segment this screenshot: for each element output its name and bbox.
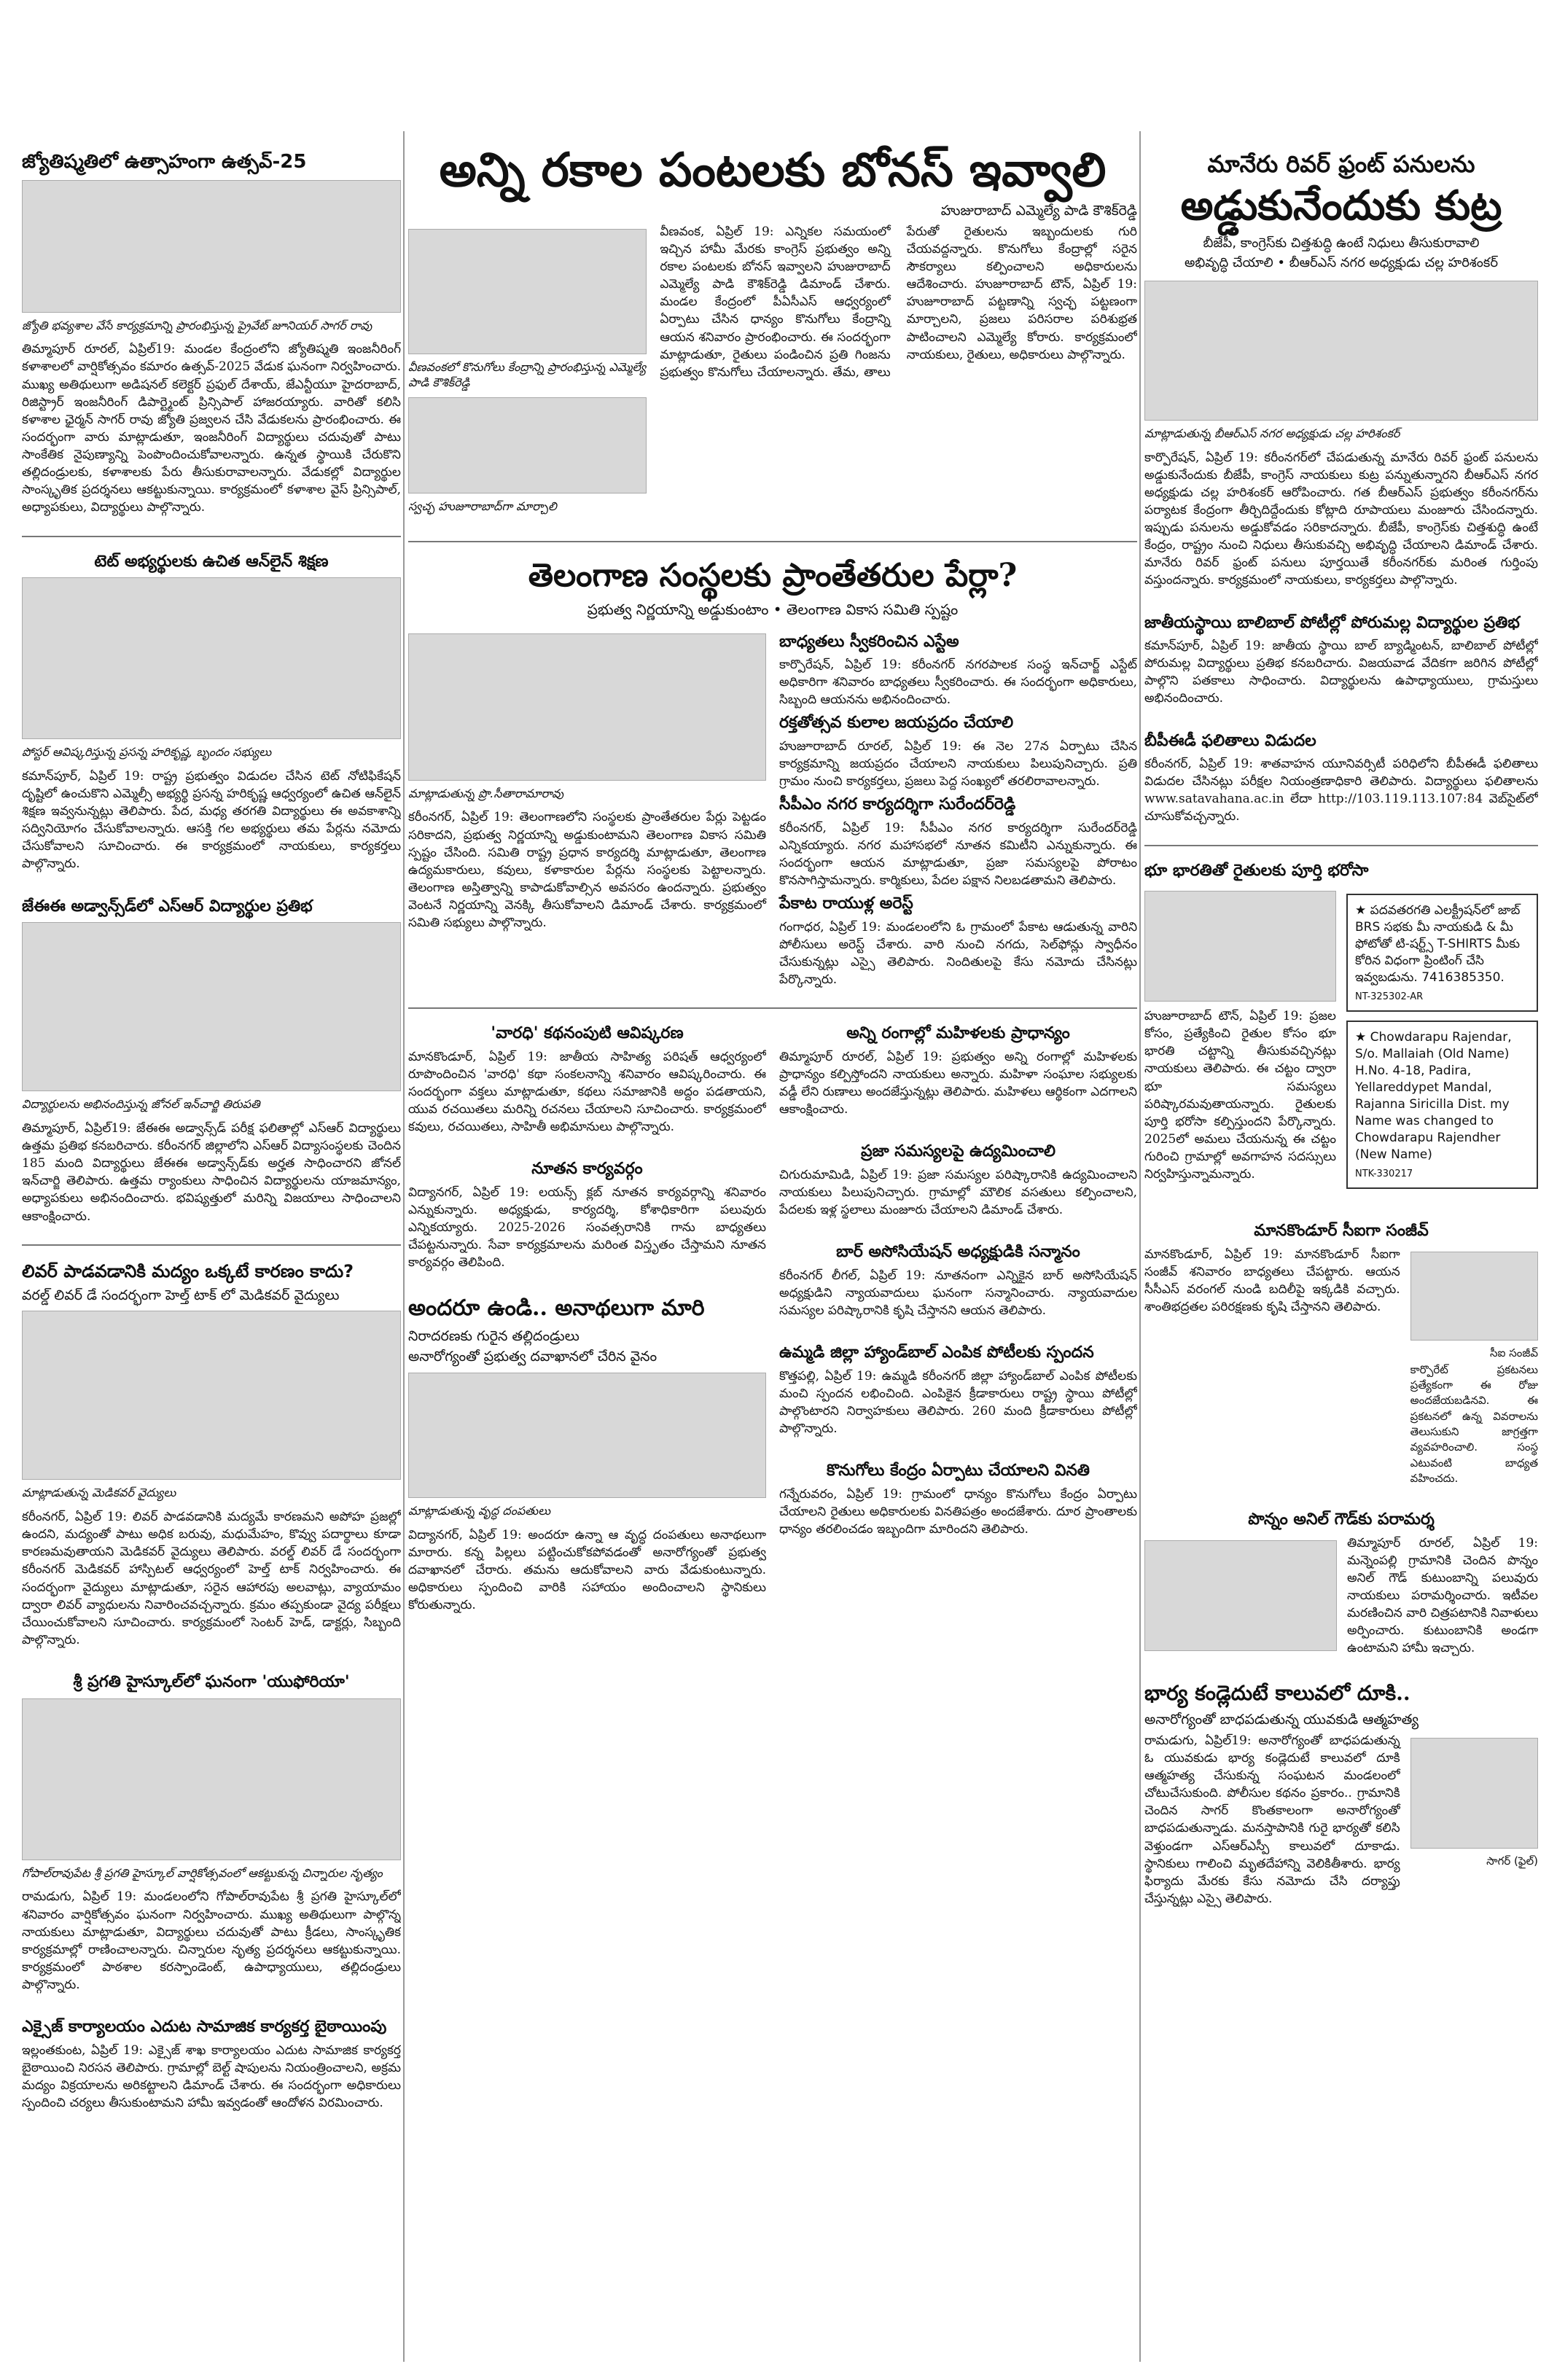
classified-ad	[1346, 1021, 1538, 1189]
article-headline: భూ భారతితో రైతులకు పూర్తి భరోసా	[1144, 861, 1369, 880]
photo-caption: మాట్లాడుతున్న బీఆర్ఎస్ నగర అధ్యక్షుడు చల్ల హరిశంకర్	[1144, 426, 1400, 440]
article-headline: అందరూ ఉండి.. అనాథలుగా మారి	[408, 1295, 705, 1321]
article-excise	[22, 2013, 401, 2112]
article-photo	[408, 633, 766, 781]
article-headline: తెలంగాణ సంస్థలకు ప్రాంతేతరుల పేర్లా?	[528, 557, 1018, 595]
article-body: కమాన్‌పూర్, ఏప్రిల్ 19: రాష్ట్ర ప్రభుత్వం విడుదల చేసిన టెట్ నోటిఫికేషన్ దృష్టిలో ఉంచుకొని ఎమ్మెల్సీ అభ్యర్థి ప్రసన్న హరికృష్ణ ఆధ్వర్యంలో ఉచిత ఆన్‌లైన్ శిక్షణ ఇవ్వనున్నట్లు తెలిపారు. పేద, మధ్య తరగతి విద్యార్థులు ఈ అవకాశాన్ని సద్వినియోగం చేసుకోవాలన్నారు. ఆసక్తి గల అభ్యర్థులు తమ పేర్లను నమోదు చేసుకోవాలని సూచించారు. ఈ కార్యక్రమంలో నాయకులు, కార్యకర్తలు పాల్గొన్నారు.	[22, 768, 401, 872]
article-jee	[22, 892, 401, 1225]
article-photo	[1410, 1738, 1538, 1849]
article-body: కొత్తపల్లి, ఏప్రిల్ 19: ఉమ్మడి కరీంనగర్ జిల్లా హ్యాండ్‌బాల్ ఎంపిక పోటీలకు మంచి స్పందన లభించింది. ఎంపికైన క్రీడాకారులు రాష్ట్ర స్థాయి పోటీల్లో పాల్గొంటారని నిర్వాహకులు తెలిపారు. 260 మంది క్రీడాకారులు పోటీల్లో పాల్గొన్నారు.	[779, 1368, 1137, 1436]
article-body: మానకొండూర్, ఏప్రిల్ 19: మానకొండూర్ సీఐగా సంజీవ్ శనివారం బాధ్యతలు చేపట్టారు. ఆయన సీసీఎస్ వరంగల్ నుండి బదిలీపై ఇక్కడికి వచ్చారు. శాంతిభద్రతల పరిరక్షణకు కృషి చేస్తానని తెలిపారు.	[1144, 1246, 1400, 1315]
divider	[408, 1007, 1137, 1009]
ad-text: ★ Chowdarapu Rajendar, S/o. Mallaiah (Old Name) H.No. 4-18, Padira, Yellareddypet Mandal, Rajanna Siricilla Dist. my Name was changed to Chowdarapu Rajendher (New Name)	[1355, 1030, 1512, 1162]
photo-credit: సాగర్ (ఫైల్)	[1486, 1854, 1538, 1868]
ad-text: కార్పొరేట్ ప్రకటనలు ప్రత్యేకంగా ఈ రోజు అందజేయబడినవి. ఈ ప్రకటనలో ఉన్న వివరాలను తెలుసుకుని జాగ్రత్తగా వ్యవహరించాలి. సంస్థ ఎటువంటి బాధ్యత వహించదు.	[1410, 1362, 1538, 1485]
article-body: విద్యానగర్, ఏప్రిల్ 19: లయన్స్ క్లబ్ నూతన కార్యవర్గాన్ని శనివారం ఎన్నుకున్నారు. అధ్యక్షుడు, కార్యదర్శి, కోశాధికారిగా పలువురు ఎన్నికయ్యారు. 2025-2026 సంవత్సరానికి గాను బాధ్యతలు చేపట్టనున్నారు. సేవా కార్యక్రమాలను మరింత విస్తృతం చేస్తామని నూతన కార్యవర్గం తెలిపింది.	[408, 1185, 766, 1271]
article-body: తిమ్మాపూర్ రూరల్, ఏప్రిల్19: మండల కేంద్రంలోని జ్యోతిష్మతి ఇంజనీరింగ్ కళాశాలలో వార్షికోత్సవం కమారం ఉత్సవ్-2025 వేడుక ఘనంగా నిర్వహించారు. ముఖ్య అతిథులుగా అడిషనల్ కలెక్టర్ ప్రఫుల్ దేశాయ్, జేఎన్టీయూ హైదరాబాద్, రిజిస్ట్రార్ ఇంజనీరింగ్ డిపార్ట్మెంట్ ప్రిన్సిపాల్ హాజరయ్యారు. వారితో కలిసి కళాశాల ఛైర్మన్ సాగర్ రావు జ్యోతి ప్రజ్వలన చేసి వేడుకలను ప్రారంభించారు. ఈ సందర్భంగా వారు మాట్లాడుతూ, ఇంజనీరింగ్ విద్యార్థులు చదువుతో పాటు సాంకేతిక నైపుణ్యాన్ని పెంపొందించుకోవాలన్నారు. ఉన్నత స్థాయికి చేరుకొని తల్లిదండ్రులకు, కళాశాలకు పేరు తీసుకురావాలన్నారు. వేడుకల్లో విద్యార్థుల సాంస్కృతిక ప్రదర్శనలు ఆకట్టుకున్నాయి. కార్యక్రమంలో కళాశాల వైస్ ప్రిన్సిపాల్, అధ్యాపకులు, విద్యార్థులు పాల్గొన్నారు.	[22, 342, 401, 515]
article-body: హుజూరాబాద్ టౌన్, ఏప్రిల్ 19: ప్రజల కోసం, ప్రత్యేకించి రైతుల కోసం భూ భారతి చట్టాన్ని తీసుకువచ్చినట్లు నాయకులు తెలిపారు. ఈ చట్టం ద్వారా భూ సమస్యలు పరిష్కారమవుతాయన్నారు. రైతులకు పూర్తి భరోసా కల్పిస్తుందని పేర్కొన్నారు. 2025లో అమలు చేయనున్న ఈ చట్టం గురించి గ్రామాల్లో అవగాహన సదస్సులు నిర్వహిస్తున్నామన్నారు.	[1144, 1009, 1336, 1182]
article-bped	[1144, 727, 1538, 826]
article-bullet: అనారోగ్యంతో బాధపడుతున్న యువకుడి ఆత్మహత్య	[1144, 1712, 1419, 1728]
classified-ad	[1346, 894, 1538, 1012]
photo-caption: గోపాల్‌రావుపేట శ్రీ ప్రగతి హైస్కూల్ వార్షికోత్సవంలో ఆకట్టుకున్న చిన్నారుల నృత్యం	[22, 1865, 383, 1880]
article-photo	[408, 1373, 766, 1498]
article-photo	[22, 180, 401, 313]
photo-credit: సీఐ సంజీవ్	[1490, 1346, 1538, 1359]
article-bullet: వరల్డ్ లివర్ డే సందర్భంగా హెల్త్ టాక్ లో మెడికవర్ వైద్యులు	[22, 1287, 340, 1303]
article-photo	[408, 229, 647, 354]
article-tet	[22, 547, 401, 873]
article-pragathi	[22, 1668, 401, 1994]
article-headline: 'వారధి' కథనంపుటి ఆవిష్కరణ	[491, 1024, 684, 1043]
photo-caption: పోస్టర్ ఆవిష్కరిస్తున్న ప్రసన్న హరికృష్ణ, బృందం సభ్యులు	[22, 745, 272, 760]
divider	[22, 1244, 401, 1246]
divider	[1144, 845, 1538, 846]
article-kicker: మానేరు రివర్ ఫ్రంట్ పనులను	[1207, 150, 1475, 178]
ad-text: ★ పదవతరగతి ఎలక్ట్రీషన్‌లో జాబ్ BRS సభకు మీ నాయకుడి & మీ ఫోటోతో టి-షర్ట్స్ T-SHIRTS మీకు కోరిన విధంగా ప్రింటింగ్ చేసి ఇవ్వబడును. 7416385350.	[1355, 903, 1521, 985]
center-column	[408, 0, 1137, 2380]
lead-headline: అన్ని రకాల పంటలకు బోనస్ ఇవ్వాలి	[439, 143, 1107, 198]
article-ponnam	[1144, 1505, 1538, 1657]
article-bullet: హుజురాబాద్ ఎమ్మెల్యే పాడి కౌశిక్‌రెడ్డి	[940, 203, 1137, 219]
article-body: చిగురుమామిడి, ఏప్రిల్ 19: ప్రజా సమస్యల పరిష్కారానికి ఉద్యమించాలని నాయకులు పిలుపునిచ్చారు. గ్రామాల్లో మౌలిక వసతులు కల్పించాలని, పేదలకు ఇళ్ల స్థలాలు మంజూరు చేయాలని డిమాండ్ చేశారు.	[779, 1167, 1137, 1218]
article-body: తిమ్మాపూర్, ఏప్రిల్19: జేఈఈ అడ్వాన్స్‌డ్ పరీక్ష ఫలితాల్లో ఎస్ఆర్ విద్యార్థులు ఉత్తమ ప్రతిభ కనబరిచారు. కరీంనగర్ జిల్లాలోని ఎస్ఆర్ విద్యాసంస్థలకు చెందిన 185 మంది విద్యార్థులు జేఈఈ అడ్వాన్స్‌డ్‌కు అర్హత సాధించారని జోనల్ ఇన్‌చార్జి తెలిపారు. ఉత్తమ ర్యాంకులు సాధించిన విద్యార్థులను యాజమాన్యం, అధ్యాపకులు అభినందించారు. భవిష్యత్తులో మరిన్ని విజయాలు సాధించాలని ఆకాంక్షించారు.	[22, 1120, 401, 1224]
article-headline: జాతీయస్థాయి బాలిబాల్ పోటీల్లో పోరుమల్ల విద్యార్థుల ప్రతిభ	[1144, 613, 1520, 632]
article-body: గంగాధర, ఏప్రిల్ 19: మండలంలోని ఓ గ్రామంలో పేకాట ఆడుతున్న వారిని పోలీసులు అరెస్ట్ చేశారు. వారి నుంచి నగదు, సెల్‌ఫోన్లు స్వాధీనం చేసుకున్నట్లు ఎస్సై తెలిపారు. నిందితులపై కేసు నమోదు చేసినట్లు పేర్కొన్నారు.	[779, 919, 1137, 988]
article-headline: శ్రీ ప్రగతి హైస్కూల్‌లో ఘనంగా 'యుఫోరియా'	[73, 1673, 350, 1692]
right-column	[1144, 0, 1538, 2380]
article-photo	[408, 397, 647, 493]
divider	[22, 536, 401, 537]
article-headline: బాధ్యతలు స్వీకరించిన ఎస్టేఅ	[779, 632, 959, 651]
lower-center-grid	[408, 1019, 1137, 1633]
article-body: తిమ్మాపూర్ రూరల్, ఏప్రిల్ 19: ప్రభుత్వం అన్ని రంగాల్లో మహిళలకు ప్రాధాన్యం కల్పిస్తోందని నాయకులు అన్నారు. మహిళా సంఘాల సభ్యులకు వడ్డీ లేని రుణాలు అందజేస్తున్నట్లు తెలిపారు. మహిళలు ఆర్థికంగా ఎదగాలని ఆకాంక్షించారు.	[779, 1049, 1137, 1117]
article-wife	[1144, 1677, 1538, 1908]
article-headline: టెట్ అభ్యర్థులకు ఉచిత ఆన్‌లైన్ శిక్షణ	[94, 552, 329, 571]
article-headline: బీపీఈడీ ఫలితాలు విడుదల	[1144, 731, 1316, 750]
article-maneru	[1144, 146, 1538, 590]
article-vaaradhi	[408, 1019, 766, 1136]
article-photo	[22, 1311, 401, 1480]
article-headline: భార్య కండ్లెదుటే కాలువలో దూకి..	[1144, 1680, 1410, 1705]
article-body: కార్పొరేషన్, ఏప్రిల్ 19: కరీంనగర్ నగరపాలక సంస్థ ఇన్‌చార్జ్ ఎస్టేట్ అధికారిగా శనివారం బాధ్యతలు స్వీకరించారు. ఈ సందర్భంగా అధికారులు, సిబ్బంది ఆయనను అభినందించారు.	[779, 658, 1137, 708]
article-sanjeev	[1144, 1217, 1538, 1486]
article-bullet: నిరాదరణకు గురైన తల్లిదండ్రులు	[408, 1327, 580, 1344]
article-committee	[408, 1155, 766, 1271]
article-body: కరీంనగర్, ఏప్రిల్ 19: లివర్ పాడవడానికి మద్యమే కారణమని అపోహ ప్రజల్లో ఉందని, మద్యంతో పాటు అధిక బరువు, మధుమేహం, కొవ్వు పదార్థాలు కూడా కారణమవుతాయని మెడికవర్ వైద్యులు తెలిపారు. వరల్డ్ లివర్ డే సందర్భంగా కరీంనగర్ మెడికవర్ హాస్పిటల్ ఆధ్వర్యంలో హెల్త్ టాక్ నిర్వహించారు. ఈ సందర్భంగా వైద్యులు మాట్లాడుతూ, సరైన ఆహారపు అలవాట్లు, వ్యాయామం ద్వారా లివర్ వ్యాధులను నివారించవచ్చన్నారు. క్రమం తప్పకుండా వైద్య పరీక్షలు చేయించుకోవాలని సూచించారు. కార్యక్రమంలో సెంటర్ హెడ్, డాక్టర్లు, సిబ్బంది పాల్గొన్నారు.	[22, 1510, 401, 1647]
article-headline: నూతన కార్యవర్గం	[531, 1160, 643, 1179]
article-body: విద్యానగర్, ఏప్రిల్ 19: అందరూ ఉన్నా ఆ వృద్ధ దంపతులు అనాథలుగా మారారు. కన్న పిల్లలు పట్టించుకోకపోవడంతో అనారోగ్యంతో ప్రభుత్వ దవాఖానలో చేరారు. తమను ఆదుకోవాలని వారు వేడుకుంటున్నారు. అధికారులు స్పందించి వారికి సహాయం అందించాలని స్థానికులు కోరుతున్నారు.	[408, 1527, 766, 1613]
article-bar	[779, 1238, 1137, 1319]
article-headline: సీపీఎం నగర కార్యదర్శిగా సురేందర్‌రెడ్డి	[779, 795, 1016, 814]
article-headline: రక్తతోత్సవ కులాల జయప్రదం చేయాలి	[779, 714, 1014, 733]
article-praja	[779, 1137, 1137, 1219]
article-photo	[1144, 1540, 1337, 1651]
photo-caption: మాట్లాడుతున్న వృద్ధ దంపతులు	[408, 1503, 551, 1518]
article-photo	[22, 577, 401, 739]
article-photo	[22, 1698, 401, 1860]
photo-caption: విద్యార్థులను అభినందిస్తున్న జోనల్ ఇన్‌చార్జి తిరుపతి	[22, 1097, 260, 1112]
article-headline: అన్ని రంగాల్లో మహిళలకు ప్రాధాన్యం	[846, 1024, 1070, 1043]
ad-code: NT-325302-AR	[1355, 991, 1424, 1002]
ad-code: NTK-330217	[1355, 1168, 1413, 1179]
article-women	[779, 1019, 1137, 1118]
article-volleyball	[1144, 609, 1538, 708]
divider	[408, 541, 1137, 542]
photo-caption: మాట్లాడుతున్న మెడికవర్ వైద్యులు	[22, 1486, 176, 1500]
article-headline: జ్యోతిష్మతిలో ఉత్సాహంగా ఉత్సవ్-25	[22, 151, 307, 173]
article-headline: కొనుగోలు కేంద్రం ఏర్పాటు చేయాలని వినతి	[826, 1462, 1090, 1480]
article-body: కరీంనగర్, ఏప్రిల్ 19: తెలంగాణలోని సంస్థలకు ప్రాంతేతరుల పేర్లు పెట్టడం సరికాదని, ప్రభుత్వ నిర్ణయాన్ని అడ్డుకుంటామని తెలంగాణ వికాస సమితి స్పష్టం చేసింది. సమితి రాష్ట్ర ప్రధాన కార్యదర్శి మాట్లాడుతూ, తెలంగాణ ఉద్యమకారులు, కవులు, కళాకారుల పేర్లను సంస్థలకు పెట్టాలన్నారు. తెలంగాణ అస్తిత్వాన్ని కాపాడుకోవాల్సిన అవసరం ఉందన్నారు. ప్రభుత్వం వెంటనే నిర్ణయాన్ని వెనక్కి తీసుకోవాలని డిమాండ్ చేశారు. కార్యక్రమంలో సమితి సభ్యులు పాల్గొన్నారు.	[408, 810, 766, 931]
article-bhu-bharathi	[1144, 857, 1538, 1198]
article-headline: పొన్నం అనిల్ గౌడ్‌కు పరామర్శ	[1248, 1510, 1435, 1529]
article-headline: ఎక్సైజ్ కార్యాలయం ఎదుట సామాజిక కార్యకర్త బైఠాయింపు	[22, 2018, 387, 2037]
article-body: కరీంనగర్, ఏప్రిల్ 19: సీపీఎం నగర కార్యదర్శిగా సురేందర్‌రెడ్డి ఎన్నికయ్యారు. నగర మహాసభలో నూతన కమిటీని ఎన్నుకున్నారు. ఈ సందర్భంగా ఆయన మాట్లాడుతూ, ప్రజా సమస్యలపై పోరాటం కొనసాగిస్తామన్నారు. కార్మికులు, పేదల పక్షాన నిలబడతామని తెలిపారు.	[779, 820, 1137, 889]
article-liver	[22, 1256, 401, 1649]
article-photo	[1410, 1252, 1538, 1341]
article-subheadline: ప్రభుత్వ నిర్ణయాన్ని అడ్డుకుంటాం • తెలంగాణ వికాస సమితి స్పష్టం	[587, 600, 959, 618]
article-body: ఇల్లంతకుంట, ఏప్రిల్ 19: ఎక్సైజ్ శాఖ కార్యాలయం ఎదుట సామాజిక కార్యకర్త బైఠాయించి నిరసన తెలిపారు. గ్రామాల్లో బెల్ట్ షాపులను నియంత్రించాలని, అక్రమ మద్యం విక్రయాలను అరికట్టాలని డిమాండ్ చేశారు. ఈ సందర్భంగా అధికారులు స్పందించి చర్యలు తీసుకుంటామని హామీ ఇవ్వడంతో ఆందోళన విరమించారు.	[22, 2042, 401, 2110]
article-body: కరీంనగర్ లీగల్, ఏప్రిల్ 19: నూతనంగా ఎన్నికైన బార్ అసోసియేషన్ అధ్యక్షుడిని న్యాయవాదులు ఘనంగా సన్మానించారు. న్యాయవాదుల సమస్యల పరిష్కారానికి కృషి చేస్తానని ఆయన తెలిపారు.	[779, 1268, 1137, 1318]
left-column	[22, 0, 401, 2380]
photo-caption: వీణవంకలో కొనుగోలు కేంద్రాన్ని ప్రారంభిస్తున్న ఎమ్మెల్యే పాడి కౌశిక్‌రెడ్డి	[408, 359, 647, 389]
article-headline: ప్రజా సమస్యలపై ఉద్యమించాలి	[860, 1142, 1056, 1161]
article-headline: మానకొండూర్ సీఐగా సంజీవ్	[1254, 1222, 1429, 1241]
article-body: రామడుగు, ఏప్రిల్19: అనారోగ్యంతో బాధపడుతున్న ఓ యువకుడు భార్య కండ్లెదుటే కాలువలో దూకి ఆత్మహత్య చేసుకున్న సంఘటన మండలంలో చోటుచేసుకుంది. పోలీసుల కథనం ప్రకారం.. గ్రామానికి చెందిన సాగర్ కొంతకాలంగా అనారోగ్యంతో బాధపడుతున్నాడు. మనస్తాపానికి గురై భార్యతో కలిసి వెళ్తుండగా ఎస్ఆర్ఎస్పీ కాలువలో దూకాడు. స్థానికులు గాలించి మృతదేహాన్ని వెలికితీశారు. భార్య ఫిర్యాదు మేరకు కేసు నమోదు చేసి దర్యాప్తు చేస్తున్నట్లు ఎస్సై తెలిపారు.	[1144, 1733, 1400, 1906]
article-body: వీణవంక, ఏప్రిల్ 19: ఎన్నికల సమయంలో ఇచ్చిన హామీ మేరకు కాంగ్రెస్ ప్రభుత్వం అన్ని రకాల పంటలకు బోనస్ ఇవ్వాలని హుజురాబాద్ ఎమ్మెల్యే పాడి కౌశిక్‌రెడ్డి డిమాండ్ చేశారు. మండల కేంద్రంలో పీఏసీఎస్ ఆధ్వర్యంలో ఏర్పాటు చేసిన ధాన్యం కొనుగోలు కేంద్రాన్ని ఆయన శనివారం ప్రారంభించారు. ఈ సందర్భంగా మాట్లాడుతూ, రైతులు పండించిన ప్రతి గింజను ప్రభుత్వం కొనుగోలు చేయాలన్నారు. తేమ, తాలు పేరుతో రైతులను ఇబ్బందులకు గురి చేయవద్దన్నారు. కొనుగోలు కేంద్రాల్లో సరైన సౌకర్యాలు కల్పించాలని అధికారులను ఆదేశించారు. హుజూరాబాద్ టౌన్, ఏప్రిల్ 19: హుజూరాబాద్ పట్టణాన్ని స్వచ్ఛ పట్టణంగా మార్చాలని, ప్రజలు పరిసరాల పరిశుభ్రత పాటించాలని ఎమ్మెల్యే కోరారు. కార్యక్రమంలో నాయకులు, రైతులు, అధికారులు పాల్గొన్నారు.	[660, 224, 1137, 380]
article-subheadline: బీజేపీ, కాంగ్రెస్‌కు చిత్తశుద్ధి ఉంటే నిధులు తీసుకురావాలి	[1203, 235, 1480, 251]
article-headline: ఉమ్మడి జిల్లా హ్యాండ్‌బాల్ ఎంపిక పోటీలకు స్పందన	[779, 1343, 1094, 1362]
article-headline: జేఈఈ అడ్వాన్స్‌డ్‌లో ఎస్ఆర్ విద్యార్థుల ప్రతిభ	[22, 897, 313, 916]
article-body: గన్నేరువరం, ఏప్రిల్ 19: గ్రామంలో ధాన్యం కొనుగోలు కేంద్రం ఏర్పాటు చేయాలని రైతులు అధికారులకు వినతిపత్రం అందజేశారు. దూర ప్రాంతాలకు ధాన్యం తరలించడం ఇబ్బందిగా మారిందని తెలిపారు.	[779, 1486, 1137, 1537]
column-divider	[403, 131, 405, 2362]
article-telangana	[408, 553, 1137, 988]
article-body: హుజూరాబాద్ రూరల్, ఏప్రిల్ 19: ఈ నెల 27న ఏర్పాటు చేసిన కార్యక్రమాన్ని జయప్రదం చేయాలని నాయకులు పిలుపునిచ్చారు. ప్రతి గ్రామం నుంచి కార్యకర్తలు, ప్రజలు పెద్ద సంఖ్యలో తరలిరావాలన్నారు.	[779, 738, 1137, 789]
article-body: కమాన్‌పూర్, ఏప్రిల్ 19: జాతీయ స్థాయి బాల్ బ్యాడ్మింటన్, బాలిబాల్ పోటీల్లో పోరుమల్ల విద్యార్థులు ప్రతిభ కనబరిచారు. విజయవాడ వేదికగా జరిగిన పోటీల్లో పాల్గొని పతకాలు సాధించారు. విద్యార్థులను ఉపాధ్యాయులు, గ్రామస్తులు అభినందించారు.	[1144, 639, 1538, 706]
article-headline: లివర్ పాడవడానికి మద్యం ఒక్కటే కారణం కాదు?	[22, 1260, 354, 1281]
article-handball	[779, 1338, 1137, 1437]
article-headline: బార్ అసోసియేషన్ అధ్యక్షుడికి సన్మానం	[836, 1243, 1080, 1262]
column-divider	[1139, 131, 1141, 2362]
article-headline: అడ్డుకునేందుకు కుట్ర	[1180, 182, 1502, 230]
article-body: కార్పొరేషన్, ఏప్రిల్ 19: కరీంనగర్‌లో చేపడుతున్న మానేరు రివర్ ఫ్రంట్ పనులను అడ్డుకునేందుకు బీజేపీ, కాంగ్రెస్ నాయకులు కుట్ర పన్నుతున్నారని బీఆర్ఎస్ నగర అధ్యక్షుడు చల్ల హరిశంకర్ ఆరోపించారు. గత బీఆర్ఎస్ ప్రభుత్వం కరీంనగర్‌ను పర్యాటక కేంద్రంగా తీర్చిదిద్దేందుకు కోట్లాది రూపాయలు మంజూరు చేసిందన్నారు. ఇప్పుడు పనులను అడ్డుకోవడం సరికాదన్నారు. బీజేపీ, కాంగ్రెస్‌కు చిత్తశుద్ధి ఉంటే కేంద్రం, రాష్ట్రం నుంచి నిధులు తీసుకువచ్చి అభివృద్ధి చేయాలని డిమాండ్ చేశారు. మానేరు రివర్ ఫ్రంట్ పనులు పూర్తయితే కరీంనగర్‌కు మరింత గుర్తింపు వస్తుందన్నారు. కార్యక్రమంలో నాయకులు, కార్యకర్తలు పాల్గొన్నారు.	[1144, 450, 1538, 588]
article-jyothishmathi	[22, 146, 401, 517]
article-photo	[1144, 891, 1336, 1002]
article-photo	[1144, 281, 1538, 421]
article-body: కరీంనగర్, ఏప్రిల్ 19: శాతవాహన యూనివర్సిటీ పరిధిలోని బీపీఈడీ ఫలితాలు విడుదల చేసినట్లు పరీక్షల నియంత్రణాధికారి తెలిపారు. విద్యార్థులు ఫలితాలను www.satavahana.ac.in లేదా http://103.119.113.107:84 వెబ్‌సైట్‌లో చూసుకోవచ్చన్నారు.	[1144, 757, 1538, 824]
article-headline: పేకాట రాయుళ్ల అరెస్ట్	[779, 894, 913, 913]
photo-caption: మాట్లాడుతున్న ప్రొ.సీతారామారావు	[408, 786, 564, 800]
photo-caption: స్వచ్ఛ హుజూరాబాద్‌గా మార్చాలి	[408, 499, 557, 514]
photo-caption: జ్యోతి భవ్యశాల వేసే కార్యక్రమాన్ని ప్రారంభిస్తున్న ప్రైవేట్ జూనియర్ సాగర్ రావు	[22, 318, 372, 332]
article-subheadline: అభివృద్ధి చేయాలి • బీఆర్ఎస్ నగర అధ్యక్షుడు చల్ల హరిశంకర్	[1185, 255, 1498, 271]
article-bonus	[408, 0, 1137, 522]
article-bullet: అనారోగ్యంతో ప్రభుత్వ దవాఖానలో చేరిన వైనం	[408, 1349, 657, 1365]
article-andaru	[408, 1291, 766, 1615]
article-body: మానకొండూర్, ఏప్రిల్ 19: జాతీయ సాహిత్య పరిషత్ ఆధ్వర్యంలో రూపొందించిన 'వారధి' కథా సంకలనాన్ని శనివారం ఆవిష్కరించారు. ఈ సందర్భంగా వక్తలు మాట్లాడుతూ, కథలు సమాజానికి అద్దం పడతాయని, యువ రచయితలు మరిన్ని రచనలు చేయాలని సూచించారు. కార్యక్రమంలో కవులు, రచయితలు, సాహితీ అభిమానులు పాల్గొన్నారు.	[408, 1049, 766, 1135]
article-kendram	[779, 1456, 1137, 1538]
article-photo	[22, 922, 401, 1091]
article-body: తిమ్మాపూర్ రూరల్, ఏప్రిల్ 19: మన్నెంపల్లి గ్రామానికి చెందిన పొన్నం అనిల్ గౌడ్ కుటుంబాన్ని పలువురు నాయకులు పరామర్శించారు. ఇటీవల మరణించిన వారి చిత్రపటానికి నివాళులు అర్పించారు. కుటుంబానికి అండగా ఉంటామని హామీ ఇచ్చారు.	[1347, 1535, 1538, 1656]
article-body: రామడుగు, ఏప్రిల్ 19: మండలంలోని గోపాల్‌రావుపేట శ్రీ ప్రగతి హైస్కూల్‌లో శనివారం వార్షికోత్సవం ఘనంగా నిర్వహించారు. ముఖ్య అతిథులుగా పాల్గొన్న నాయకులు మాట్లాడుతూ, విద్యార్థులు చదువుతో పాటు క్రీడలు, సాంస్కృతిక కార్యక్రమాల్లో రాణించాలన్నారు. చిన్నారుల నృత్య ప్రదర్శనలు ఆకట్టుకున్నాయి. కార్యక్రమంలో పాఠశాల కరస్పాండెంట్, ఉపాధ్యాయులు, తల్లిదండ్రులు పాల్గొన్నారు.	[22, 1889, 401, 1992]
